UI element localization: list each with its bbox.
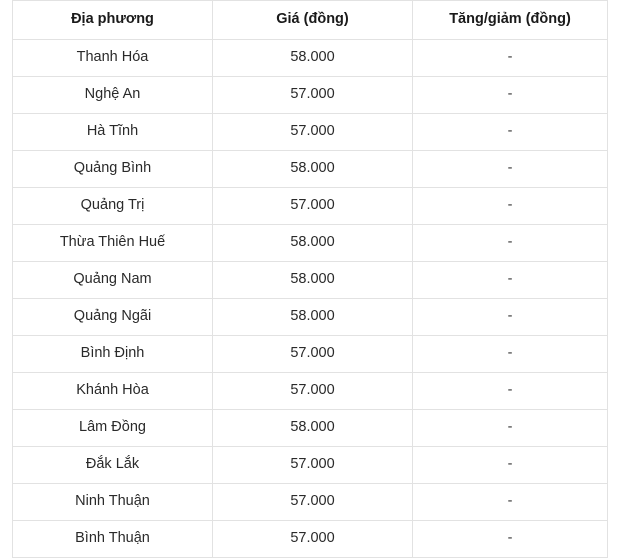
cell-region: Thanh Hóa <box>13 40 213 77</box>
cell-change: - <box>413 410 608 447</box>
cell-change: - <box>413 447 608 484</box>
cell-price: 57.000 <box>213 373 413 410</box>
cell-price: 57.000 <box>213 188 413 225</box>
cell-price: 57.000 <box>213 336 413 373</box>
cell-change: - <box>413 262 608 299</box>
table-row <box>13 188 608 225</box>
cell-price: 57.000 <box>213 484 413 521</box>
cell-change: - <box>413 151 608 188</box>
cell-change: - <box>413 40 608 77</box>
cell-region: Quảng Nam <box>13 262 213 299</box>
table-row <box>13 40 608 77</box>
cell-change: - <box>413 114 608 151</box>
cell-region: Bình Thuận <box>13 521 213 558</box>
table-row <box>13 484 608 521</box>
table-row <box>13 77 608 114</box>
cell-change: - <box>413 299 608 336</box>
column-header-region: Địa phương <box>13 1 213 40</box>
table-body <box>13 40 608 558</box>
table-row <box>13 151 608 188</box>
cell-price: 57.000 <box>213 447 413 484</box>
table-row <box>13 410 608 447</box>
column-header-change: Tăng/giảm (đồng) <box>413 1 608 40</box>
cell-price: 58.000 <box>213 299 413 336</box>
cell-price: 58.000 <box>213 151 413 188</box>
cell-price: 57.000 <box>213 521 413 558</box>
table-row <box>13 373 608 410</box>
cell-price: 58.000 <box>213 225 413 262</box>
cell-region: Quảng Trị <box>13 188 213 225</box>
cell-region: Ninh Thuận <box>13 484 213 521</box>
cell-change: - <box>413 225 608 262</box>
table-header <box>13 1 608 40</box>
table-row <box>13 262 608 299</box>
table-row <box>13 299 608 336</box>
cell-region: Khánh Hòa <box>13 373 213 410</box>
table-row <box>13 114 608 151</box>
cell-change: - <box>413 373 608 410</box>
table-row <box>13 336 608 373</box>
table-header-row <box>13 1 608 40</box>
cell-region: Nghệ An <box>13 77 213 114</box>
table-row <box>13 225 608 262</box>
column-header-price: Giá (đồng) <box>213 1 413 40</box>
cell-price: 58.000 <box>213 40 413 77</box>
cell-price: 58.000 <box>213 410 413 447</box>
cell-region: Hà Tĩnh <box>13 114 213 151</box>
cell-region: Đắk Lắk <box>13 447 213 484</box>
cell-change: - <box>413 521 608 558</box>
cell-price: 58.000 <box>213 262 413 299</box>
cell-change: - <box>413 188 608 225</box>
cell-price: 57.000 <box>213 77 413 114</box>
cell-region: Lâm Đồng <box>13 410 213 447</box>
cell-price: 57.000 <box>213 114 413 151</box>
cell-region: Quảng Bình <box>13 151 213 188</box>
cell-region: Quảng Ngãi <box>13 299 213 336</box>
regional-price-table <box>12 0 608 558</box>
cell-change: - <box>413 484 608 521</box>
cell-region: Bình Định <box>13 336 213 373</box>
table-row <box>13 447 608 484</box>
cell-change: - <box>413 336 608 373</box>
cell-change: - <box>413 77 608 114</box>
cell-region: Thừa Thiên Huế <box>13 225 213 262</box>
